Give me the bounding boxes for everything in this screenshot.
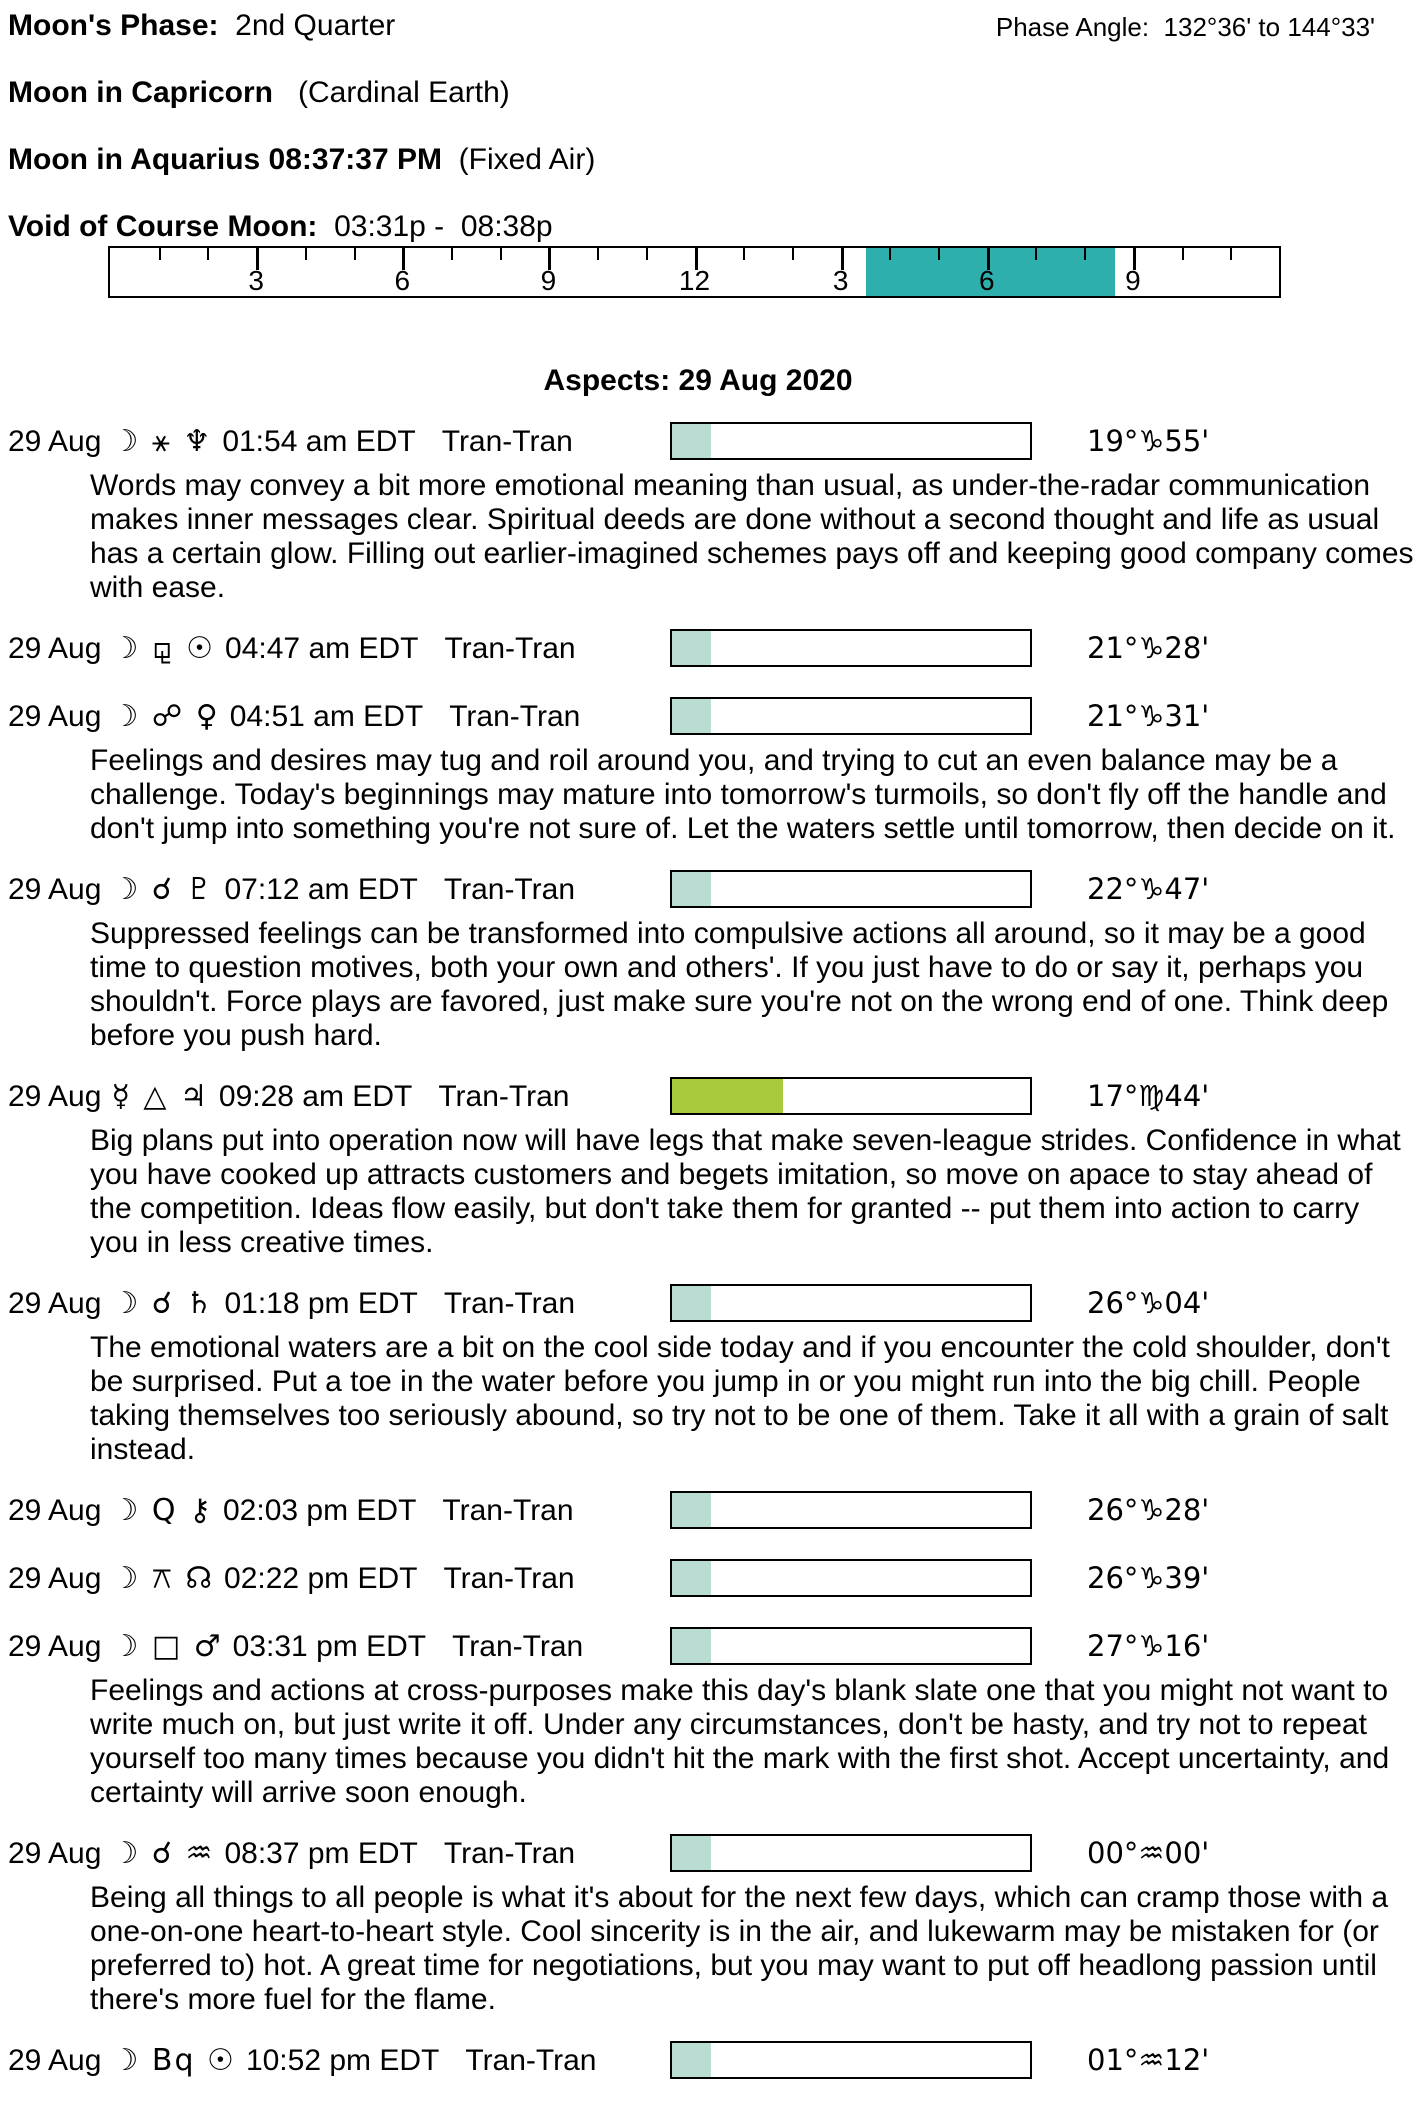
aspect-degree: 00°♒00' [1087,1836,1210,1870]
aspect-degree: 17°♍44' [1087,1079,1210,1113]
aspect-block [8,418,1418,605]
aspect-date: 29 Aug [8,872,102,906]
aspect-time: 01:54 am EDT [222,424,416,458]
aspect-block [8,866,1418,1053]
aspect-orb-bar [670,870,1032,908]
top-row [8,10,1418,77]
aspect-type: Tran-Tran [444,631,576,665]
aspect-time: 02:22 pm EDT [224,1561,418,1595]
aspect-type: Tran-Tran [443,1561,575,1595]
aspect-date: 29 Aug [8,1493,102,1527]
timeline-tick [743,248,745,260]
aspect-orb-bar [670,1284,1032,1322]
timeline-hour-label: 9 [540,265,557,296]
aspect-time: 09:28 am EDT [218,1079,413,1113]
aspect-interpretation: The emotional waters are a bit on the cool side today and if you encounter the cold shoulder, don't be surprised. Put a toe in the water before you jump in or you might run into the big chill. People taking themselves too seriously abound, so try not to be one of them. Take it all with a grain of salt instead. [90,1331,1390,1466]
aspect-orb-bar [670,1559,1032,1597]
timeline-tick [354,248,356,260]
aspect-orb-fill [672,1629,711,1663]
aspect-row [8,625,1418,671]
aspect-date: 29 Aug [8,699,102,733]
timeline-tick [646,248,648,260]
aspect-row [8,866,1418,912]
aspect-symbols: ☽ ⚻ ☊ [111,1560,215,1596]
aspect-time: 04:47 am EDT [225,631,419,665]
timeline-tick [451,248,453,260]
aspect-row [8,1830,1418,1876]
aspect-type: Tran-Tran [452,1629,584,1663]
aspect-row [8,1555,1418,1601]
moons-phase-value: 2nd Quarter [235,9,396,42]
aspect-type: Tran-Tran [465,2043,597,2077]
timeline-tick [938,248,940,260]
timeline-tick [500,248,502,260]
timeline-tick [159,248,161,260]
moons-phase-label: Moon's Phase: [8,9,219,42]
aspect-interpretation: Words may convey a bit more emotional meaning than usual, as under-the-radar communication makes inner messages clear. Spiritual deeds are done without a second thought and life as usual has a certain glow. Filling out earlier-imagined schemes pays off and keeping good company comes with ease. [90,469,1414,604]
aspect-symbols: ☽ ☌ ♒ [111,1835,215,1871]
aspect-date: 29 Aug [8,1286,102,1320]
phase-angle-value: 132°36' to 144°33' [1163,12,1375,42]
aspect-time: 04:51 am EDT [229,699,424,733]
timeline-tick [597,248,599,260]
aspect-type: Tran-Tran [441,424,573,458]
aspect-interpretation: Suppressed feelings can be transformed into compulsive actions all around, so it may be a good time to question motives, both your own and others'. If you just have to do or say it, perhaps you shouldn't. Force plays are favored, just make sure you're not on the wrong end of one. Think deep before you push hard. [90,917,1389,1052]
aspect-orb-bar [670,422,1032,460]
aspect-orb-fill [672,1561,711,1595]
aspect-date: 29 Aug [8,1836,102,1870]
aspect-date: 29 Aug [8,2043,102,2077]
aspect-type: Tran-Tran [443,1836,576,1870]
aspect-row [8,418,1418,464]
aspect-orb-bar [670,1491,1032,1529]
aspect-block [8,2037,1418,2083]
moon-sign-line-1 [8,77,1418,109]
aspect-time: 02:03 pm EDT [223,1493,417,1527]
aspect-orb-fill [672,631,711,665]
aspect-orb-fill [672,1286,711,1320]
voc-timeline [108,246,1281,298]
aspect-block [8,1555,1418,1601]
aspect-interpretation: Feelings and desires may tug and roil around you, and trying to cut an even balance may be a challenge. Today's beginnings may mature into tomorrow's turmoils, so don't fly off the handle and don't jump into something you're not sure of. Let the waters settle until tomorrow, then decide on it. [90,744,1396,845]
aspect-type: Tran-Tran [449,699,581,733]
aspect-orb-fill [672,1836,711,1870]
aspect-type: Tran-Tran [443,872,576,906]
aspect-row [8,1623,1418,1669]
aspect-orb-fill [672,1493,711,1527]
aspect-degree: 26°♑39' [1087,1561,1210,1595]
aspect-time: 01:18 pm EDT [224,1286,418,1320]
aspect-symbols: ☽ Q ⚷ [111,1492,213,1528]
aspect-date: 29 Aug [8,424,102,458]
aspect-degree: 21°♑28' [1087,631,1210,665]
voc-value: 03:31p - 08:38p [334,210,553,243]
aspect-orb-fill [672,699,711,733]
aspect-degree: 26°♑28' [1087,1493,1210,1527]
timeline-tick [1035,248,1037,260]
timeline-hour-label: 12 [678,265,711,296]
aspect-block [8,1830,1418,2017]
aspect-symbols: ☽ ☍ ♀ [111,698,220,734]
moon-sign2-label: Moon in Aquarius 08:37:37 PM [8,143,442,176]
aspect-row [8,1487,1418,1533]
timeline-hour-label: 3 [248,265,264,296]
aspect-row [8,693,1418,739]
aspect-degree: 21°♑31' [1087,699,1210,733]
aspects-list [8,418,1418,2083]
aspect-symbols: ☽ □ ♂ [111,1628,223,1664]
aspect-orb-bar [670,697,1032,735]
timeline-tick [1084,248,1086,260]
phase-angle [996,10,1375,42]
aspect-symbols: ☽ Bq ☉ [111,2042,236,2078]
aspect-type: Tran-Tran [442,1493,574,1527]
aspects-title: Aspects: 29 Aug 2020 [543,364,853,397]
aspect-symbols: ☽ ☌ ♄ [111,1285,215,1321]
timeline-tick [889,248,891,260]
aspect-degree: 01°♒12' [1087,2043,1210,2077]
aspect-symbols: ☿ △ ♃ [111,1078,209,1114]
aspect-row [8,1073,1418,1119]
aspect-orb-bar [670,1627,1032,1665]
aspect-degree: 26°♑04' [1087,1286,1210,1320]
aspect-interpretation: Big plans put into operation now will have legs that make seven-league strides. Confidence in what you have cooked up attracts customers and begets imitation, so move on apace to stay ahead of the competition. Ideas flow easily, but don't take them for granted -- put them into action to carry you in less creative times. [90,1124,1401,1259]
aspect-orb-fill [672,424,711,458]
moon-sign2-value: (Fixed Air) [458,143,596,176]
aspect-symbols: ☽ ⚼ ☉ [111,630,216,666]
aspect-orb-bar [670,2041,1032,2079]
aspect-block [8,1280,1418,1467]
phase-angle-label: Phase Angle: [995,12,1150,42]
aspect-degree: 22°♑47' [1087,872,1210,906]
aspect-date: 29 Aug [8,631,102,665]
timeline-tick [305,248,307,260]
aspect-time: 07:12 am EDT [224,872,418,906]
aspect-row [8,2037,1418,2083]
timeline-hour-label: 6 [394,265,411,296]
timeline-hour-label: 3 [832,265,849,296]
timeline-tick [207,248,209,260]
void-of-course-line [8,211,1418,243]
timeline-hour-label: 6 [978,265,995,296]
timeline-tick [1182,248,1184,260]
aspect-row [8,1280,1418,1326]
moons-phase-line [8,10,395,42]
aspect-block [8,1487,1418,1533]
aspect-block [8,1073,1418,1260]
aspect-time: 08:37 pm EDT [224,1836,418,1870]
aspect-orb-bar [670,1077,1032,1115]
aspect-symbols: ☽ ⚹ ♆ [111,423,213,459]
aspect-orb-fill [672,872,711,906]
aspect-block [8,1623,1418,1810]
aspect-degree: 19°♑55' [1087,424,1210,458]
aspect-degree: 27°♑16' [1087,1629,1210,1663]
aspect-interpretation: Feelings and actions at cross-purposes make this day's blank slate one that you might not want to write much on, but just write it off. Under any circumstances, don't be hasty, and try not to repeat yourself too many times because you didn't hit the mark with the first shot. Accept uncertainty, and certainty will arrive soon enough. [90,1674,1390,1809]
aspect-orb-fill [672,1079,783,1113]
timeline-tick [1230,248,1232,260]
aspect-orb-bar [670,1834,1032,1872]
aspect-block [8,625,1418,671]
moon-sign-line-2 [8,144,1418,176]
moon-sign1-value: (Cardinal Earth) [298,76,510,109]
aspect-orb-fill [672,2043,711,2077]
aspect-date: 29 Aug [8,1629,102,1663]
aspect-interpretation: Being all things to all people is what it's about for the next few days, which can cramp those with a one-on-one heart-to-heart style. Cool sincerity is in the air, and lukewarm may be mistaken for (or preferred to) hot. A great time for negotiations, but you may want to put off headlong passion until there's more fuel for the flame. [90,1881,1389,2016]
aspect-orb-bar [670,629,1032,667]
aspect-type: Tran-Tran [443,1286,576,1320]
aspect-type: Tran-Tran [438,1079,570,1113]
voc-label: Void of Course Moon: [8,210,318,243]
timeline-hour-label: 9 [1125,265,1141,296]
aspect-time: 03:31 pm EDT [232,1629,427,1663]
aspect-date: 29 Aug [8,1561,102,1595]
aspect-symbols: ☽ ☌ ♇ [111,871,215,907]
aspect-date: 29 Aug [8,1079,102,1113]
aspect-block [8,693,1418,846]
moon-sign1-label: Moon in Capricorn [8,76,273,109]
aspect-time: 10:52 pm EDT [245,2043,440,2077]
timeline-tick [792,248,794,260]
